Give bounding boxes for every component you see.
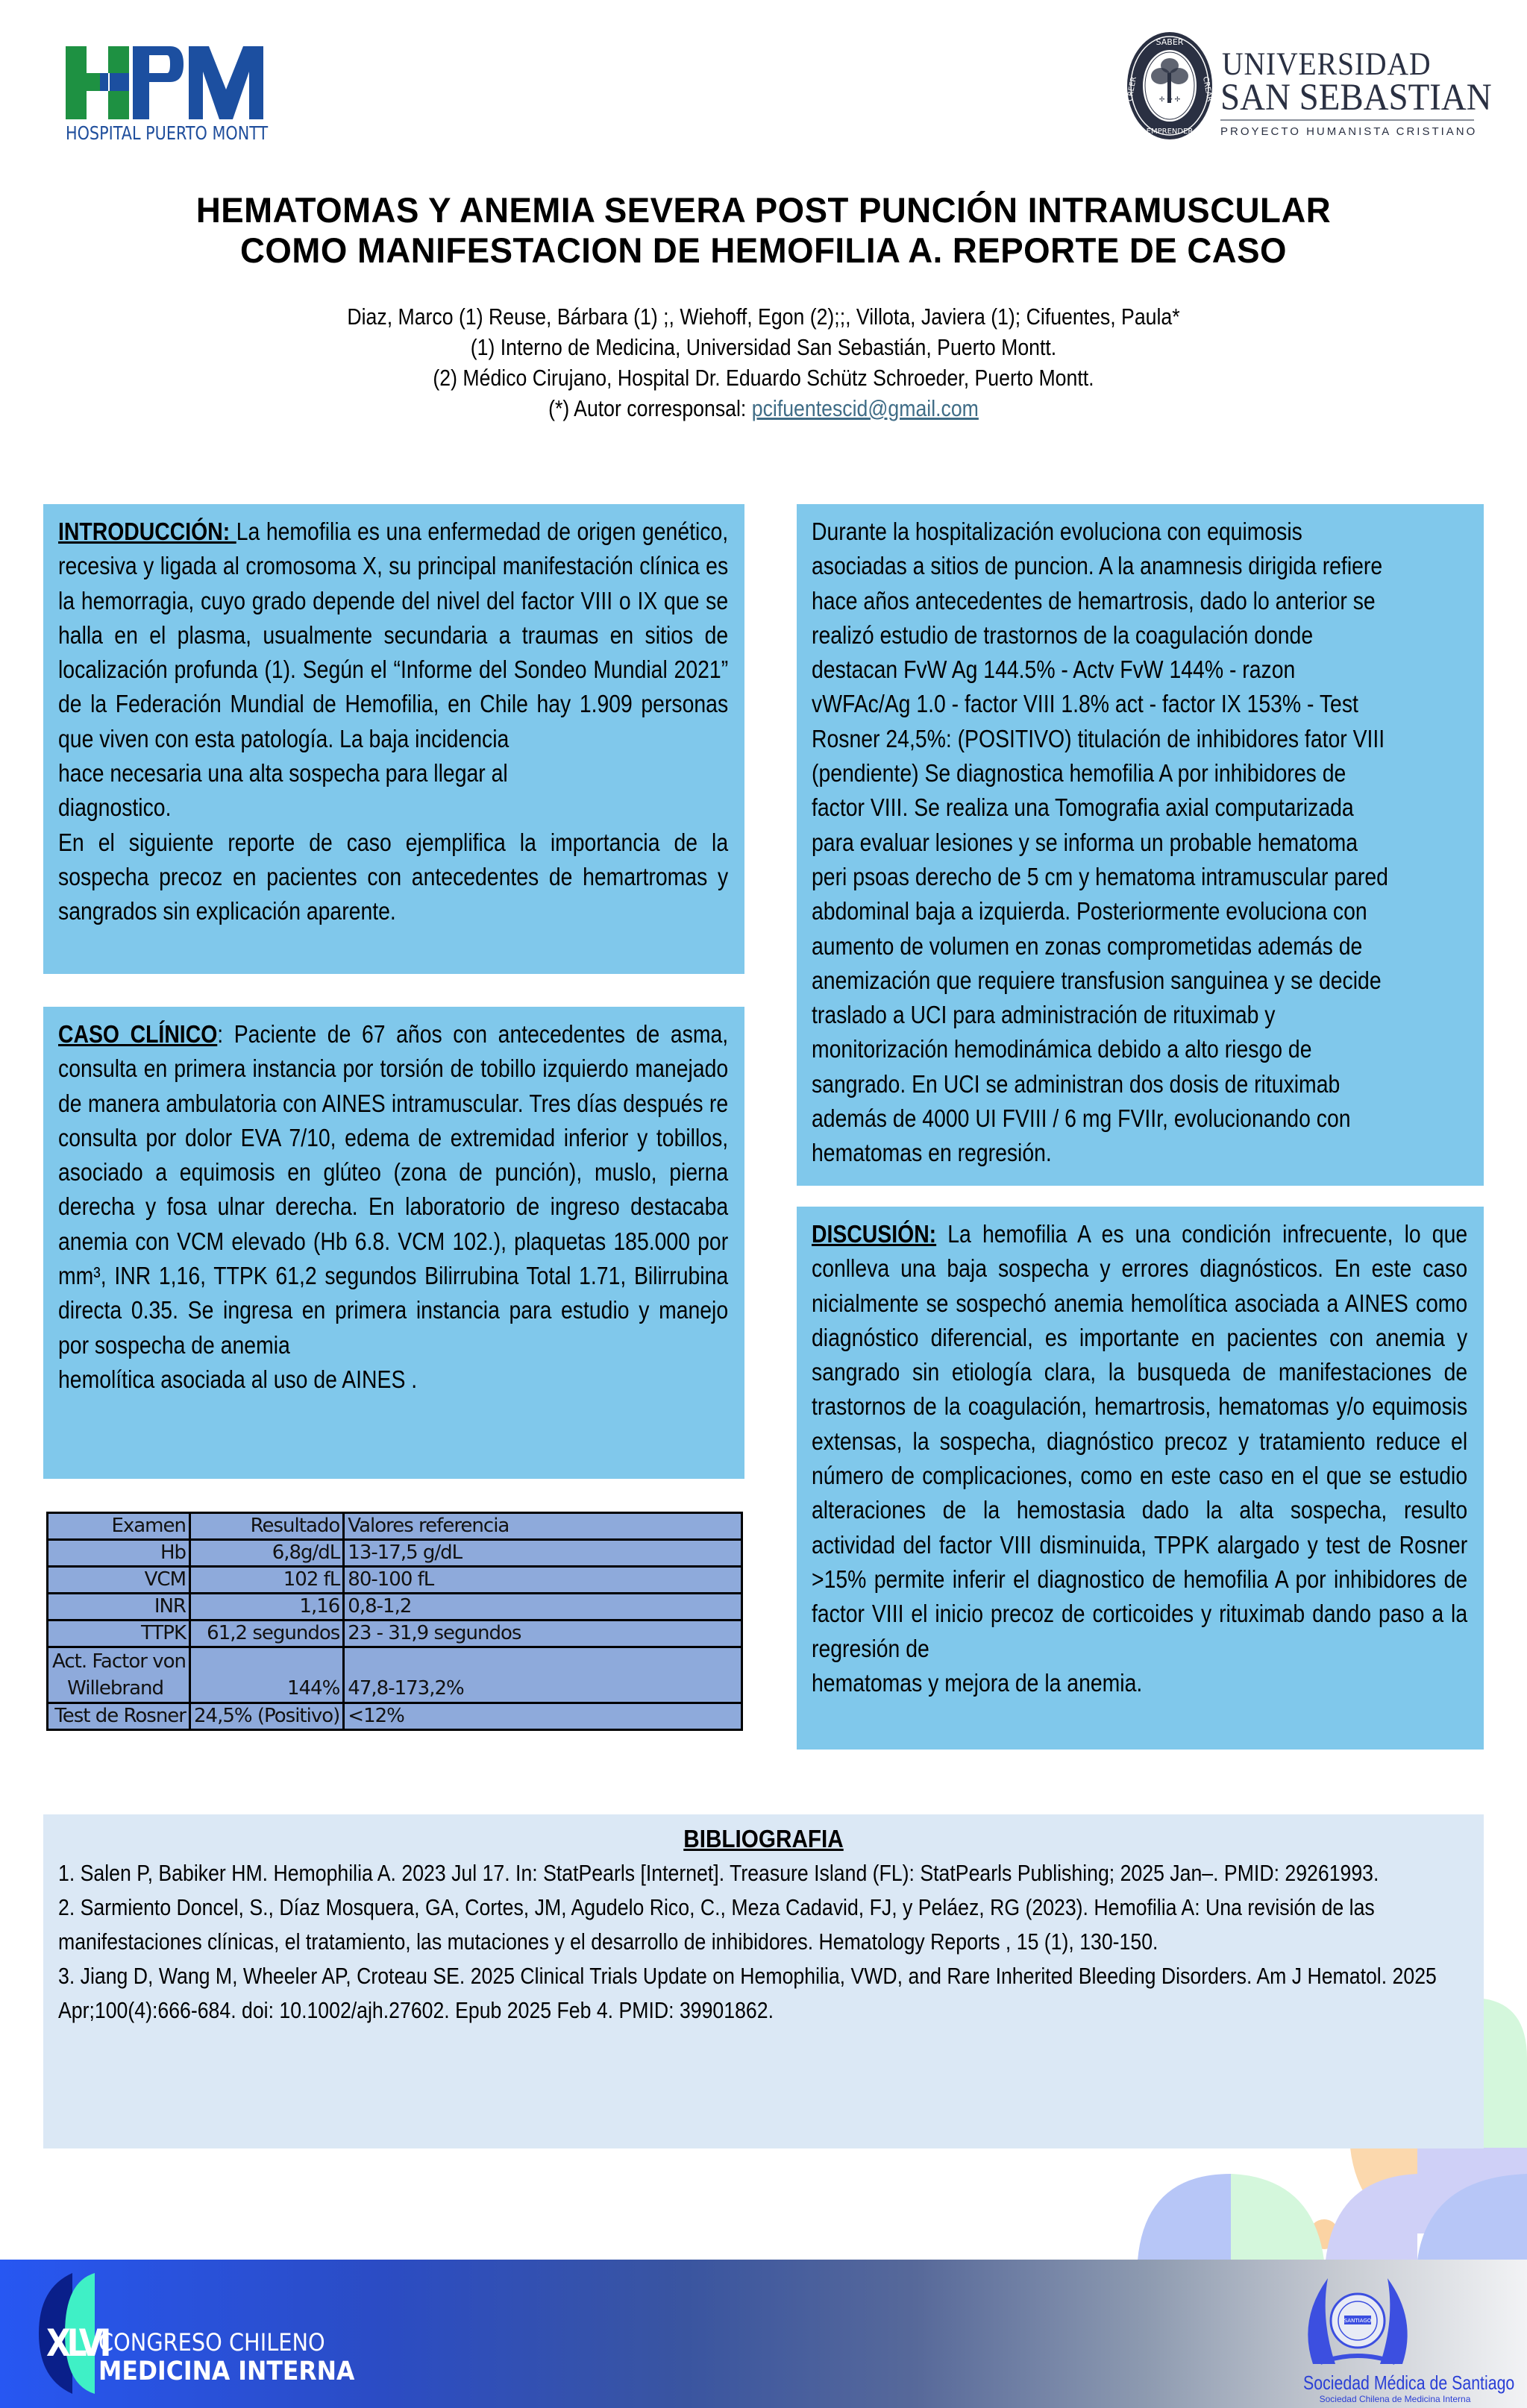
- evolucion-line: abdominal baja a izquierda. Posteriormente evoluciona con: [812, 897, 1367, 925]
- cell-referencia: 23 - 31,9 segundos: [344, 1620, 742, 1647]
- society-subtitle: Sociedad Chilena de Medicina Interna: [1319, 2394, 1471, 2404]
- university-name-line2: SAN SEBASTIAN: [1220, 77, 1492, 119]
- evolucion-line: además de 4000 UI FVIII / 6 mg FVIIr, evolucionando con: [812, 1104, 1351, 1133]
- evolucion-line: aumento de volumen en zonas comprometidas además de: [812, 931, 1363, 960]
- cell-referencia: 13-17,5 g/dL: [344, 1540, 742, 1567]
- cell-resultado: 102 fL: [190, 1567, 344, 1594]
- svg-text:✢ ✢ ✢: ✢ ✢ ✢: [1158, 96, 1181, 104]
- cell-examen: Test de Rosner: [48, 1703, 190, 1730]
- hospital-puerto-montt-logo: [66, 46, 293, 147]
- cell-resultado: 1,16: [190, 1594, 344, 1620]
- cell-resultado: 144%: [190, 1647, 344, 1703]
- corresponding-email-link[interactable]: pcifuentescid@gmail.com: [751, 395, 979, 421]
- introduccion-heading: INTRODUCCIÓN:: [58, 518, 236, 545]
- congress-footer-banner: [0, 2260, 1527, 2408]
- sociedad-medica-seal-icon: [1298, 2275, 1417, 2370]
- cell-referencia: 0,8-1,2: [344, 1594, 742, 1620]
- decorative-arches: [1119, 2174, 1527, 2260]
- seal-word-saber: SABER: [1156, 37, 1184, 47]
- cell-referencia: 80-100 fL: [344, 1567, 742, 1594]
- caso-clinico-heading: CASO CLÍNICO: [58, 1020, 218, 1048]
- cell-examen: Hb: [48, 1540, 190, 1567]
- seal-word-creer: CREER: [1126, 76, 1138, 103]
- deco-blue-arch-2: [1417, 2174, 1527, 2260]
- university-divider: [1220, 119, 1474, 121]
- cell-resultado: 61,2 segundos: [190, 1620, 344, 1647]
- congress-line-1: CONGRESO CHILENO: [98, 2328, 325, 2357]
- hpm-mark-icon: [66, 46, 289, 119]
- hospital-name: HOSPITAL PUERTO MONTT: [66, 122, 269, 144]
- evolucion-text: [812, 515, 1467, 1171]
- header-resultado: Resultado: [190, 1513, 344, 1540]
- introduccion-paragraph-1: La hemofilia es una enfermedad de origen genético, recesiva y ligada al cromosoma X, su principal manifestación clínica es la hemorragia, cuyo grado depende del nivel del factor VIII o IX que se halla en el plasma, usualmente secundaria a traumas en sitios de localización profunda (1). Según el “Informe del Sondeo Mundial 2021” de la Federación Mundial de Hemofilia, en Chile hay 1.909 personas que viven con esta patología. La baja incidencia: [58, 518, 729, 752]
- cell-examen-line2: Willebrand: [67, 1677, 163, 1700]
- evolucion-line: hematomas en regresión.: [812, 1139, 1052, 1167]
- university-tagline: PROYECTO HUMANISTA CRISTIANO: [1220, 125, 1478, 138]
- evolucion-line: hace años antecedentes de hemartrosis, dado lo anterior se: [812, 586, 1376, 614]
- cell-examen: [48, 1647, 190, 1703]
- introduccion-tail-1: hace necesaria una alta sospecha para llegar al: [58, 759, 508, 788]
- lab-results-table: [46, 1512, 743, 1731]
- table-row: [48, 1540, 742, 1567]
- evolucion-line: factor VIII. Se realiza una Tomografia axial computarizada: [812, 793, 1354, 822]
- deco-green-arch: [1231, 2174, 1324, 2260]
- society-name: Sociedad Médica de Santiago: [1303, 2371, 1515, 2394]
- cell-examen: TTPK: [48, 1620, 190, 1647]
- congress-line-2: MEDICINA INTERNA: [98, 2357, 355, 2386]
- discusion-body: La hemofilia A es una condición infrecuente, lo que conlleva una baja sospecha y errores diagnósticos. En este caso nicialmente se sospechó anemia hemolítica asociada a AINES como diagnóstico diferencial, es importante en pacientes con anemia y sangrado sin etiología clara, la busqueda de manifestaciones de trastornos de la coagulación, hemartrosis, hematomas y/o equimosis extensas, la sospecha, diagnóstico precoz y tratamiento reduce el número de complicaciones, como en este caso en el que se estudio alteraciones de la hemostasia dado la alta sospecha, resulto actividad del factor VIII disminuida, TPPK alargado y test de Rosner >15% permite inferir el diagnostico de hemofilia A por inhibidores de factor VIII el inicio precoz de corticoides y rituximab dando paso a la regresión de: [812, 1220, 1468, 1662]
- cell-referencia: <12%: [344, 1703, 742, 1730]
- evolucion-section: [797, 504, 1484, 1186]
- cell-referencia: 47,8-173,2%: [344, 1647, 742, 1703]
- university-seal-icon: [1125, 30, 1214, 142]
- evolucion-line: sangrado. En UCI se administran dos dosis de rituximab: [812, 1069, 1341, 1098]
- deco-lavender-arch: [1326, 2174, 1417, 2260]
- author-names: Diaz, Marco (1) Reuse, Bárbara (1) ;, Wiehoff, Egon (2);;, Villota, Javiera (1); Cifuentes, Paula*: [347, 304, 1180, 330]
- authors-block: [45, 301, 1482, 424]
- seal-word-crear: CREAR: [1201, 75, 1214, 103]
- introduccion-paragraph-2: En el siguiente reporte de caso ejemplifica la importancia de la sospecha precoz en pacientes con antecedentes de hemartromas y sangrados sin explicación aparente.: [58, 828, 729, 925]
- table-row: [48, 1647, 742, 1703]
- introduccion-section: [43, 504, 744, 974]
- evolucion-line: realizó estudio de trastornos de la coagulación donde: [812, 620, 1314, 649]
- table-row: [48, 1703, 742, 1730]
- cell-examen: INR: [48, 1594, 190, 1620]
- corresponding-author: [145, 393, 1382, 424]
- evolucion-line: peri psoas derecho de 5 cm y hematoma intramuscular pared: [812, 862, 1388, 890]
- reference-1: 1. Salen P, Babiker HM. Hemophilia A. 2023 Jul 17. In: StatPearls [Internet]. Treasure Island (FL): StatPearls Publishing; 2025 Jan–. PMID: 29261993.: [58, 1860, 1379, 1886]
- discusion-section: [797, 1207, 1484, 1750]
- evolucion-line: Rosner 24,5%: (POSITIVO) titulación de inhibidores fator VIII: [812, 724, 1385, 752]
- caso-clinico-section: [43, 1007, 744, 1479]
- affiliation-1: (1) Interno de Medicina, Universidad San Sebastián, Puerto Montt.: [470, 334, 1057, 360]
- evolucion-line: anemización que requiere transfusion sanguinea y se decide: [812, 966, 1382, 994]
- table-header-row: [48, 1513, 742, 1540]
- title-line-2: COMO MANIFESTACION DE HEMOFILIA A. REPORTE DE CASO: [240, 230, 1287, 270]
- evolucion-line: Durante la hospitalización evoluciona con equimosis: [812, 518, 1302, 545]
- discusion-last-line: hematomas y mejora de la anemia.: [812, 1668, 1143, 1697]
- evolucion-line: monitorización hemodinámica debido a alto riesgo de: [812, 1035, 1312, 1063]
- title-line-1: HEMATOMAS Y ANEMIA SEVERA POST PUNCIÓN INTRAMUSCULAR: [195, 190, 1332, 230]
- introduccion-tail-2: diagnostico.: [58, 793, 172, 822]
- reference-3: 3. Jiang D, Wang M, Wheeler AP, Croteau SE. 2025 Clinical Trials Update on Hemophilia, VWD, and Rare Inherited Bleeding Disorders. Am J Hematol. 2025 Apr;100(4):666-684. doi: 10.1002/ajh.27602. Epub 2025 Feb 4. PMID: 39901862.: [58, 1963, 1437, 2023]
- table-row: [48, 1620, 742, 1647]
- universidad-san-sebastian-logo: [1125, 30, 1498, 149]
- cell-resultado: 24,5% (Positivo): [190, 1703, 344, 1730]
- seal-text: SANTIAGO: [1343, 2318, 1372, 2324]
- caso-clinico-body: : Paciente de 67 años con antecedentes de asma, consulta en primera instancia por torsión de tobillo izquierdo manejado de manera ambulatoria con AINES intramuscular. Tres días después re consulta por dolor EVA 7/10, edema de extremidad inferior y tobillos, asociado a equimosis en glúteo (zona de punción), muslo, pierna derecha y fosa ulnar derecha. En laboratorio de ingreso destacaba anemia con VCM elevado (Hb 6.8. VCM 102.), plaquetas 185.000 por mm³, INR 1,16, TTPK 61,2 segundos Bilirrubina Total 1.71, Bilirrubina directa 0.35. Se ingresa en primera instancia para estudio y manejo por sospecha de anemia: [58, 1020, 729, 1359]
- reference-2: 2. Sarmiento Doncel, S., Díaz Mosquera, GA, Cortes, JM, Agudelo Rico, C., Meza Cadavid, FJ, y Peláez, RG (2023). Hemofilia A: Una revisión de las manifestaciones clínicas, el tratamiento, las mutaciones y el desarrollo de inhibidores. Hematology Reports , 15 (1), 130-150.: [58, 1894, 1375, 1955]
- evolucion-line: asociadas a sitios de puncion. A la anamnesis dirigida refiere: [812, 552, 1383, 580]
- bibliografia-heading: BIBLIOGRAFIA: [683, 1825, 844, 1852]
- table-row: [48, 1594, 742, 1620]
- evolucion-line: destacan FvW Ag 144.5% - Actv FvW 144% - razon: [812, 656, 1296, 684]
- table-row: [48, 1567, 742, 1594]
- seal-word-emprender: EMPRENDER: [1146, 128, 1194, 136]
- bibliografia-section: [43, 1814, 1484, 2148]
- cell-examen: VCM: [48, 1567, 190, 1594]
- evolucion-line: vWFAc/Ag 1.0 - factor VIII 1.8% act - factor IX 153% - Test: [812, 690, 1358, 718]
- deco-blue-arch: [1138, 2174, 1231, 2260]
- affiliation-2: (2) Médico Cirujano, Hospital Dr. Eduardo Schütz Schroeder, Puerto Montt.: [433, 365, 1094, 391]
- caso-clinico-last-line: hemolítica asociada al uso de AINES .: [58, 1365, 418, 1393]
- poster-title: [45, 190, 1482, 271]
- discusion-heading: DISCUSIÓN:: [812, 1220, 937, 1248]
- cell-resultado: 6,8g/dL: [190, 1540, 344, 1567]
- header-examen: Examen: [48, 1513, 190, 1540]
- corresponding-label: (*) Autor corresponsal:: [548, 395, 752, 421]
- evolucion-line: (pendiente) Se diagnostica hemofilia A por inhibidores de: [812, 759, 1346, 788]
- university-name-line1: UNIVERSIDAD: [1222, 47, 1432, 82]
- evolucion-line: traslado a UCI para administración de rituximab y: [812, 1001, 1276, 1029]
- cell-examen-line1: Act. Factor von: [52, 1650, 186, 1673]
- header-valores-referencia: Valores referencia: [344, 1513, 742, 1540]
- evolucion-line: para evaluar lesiones y se informa un probable hematoma: [812, 828, 1358, 856]
- congress-number: XLVI: [46, 2321, 108, 2365]
